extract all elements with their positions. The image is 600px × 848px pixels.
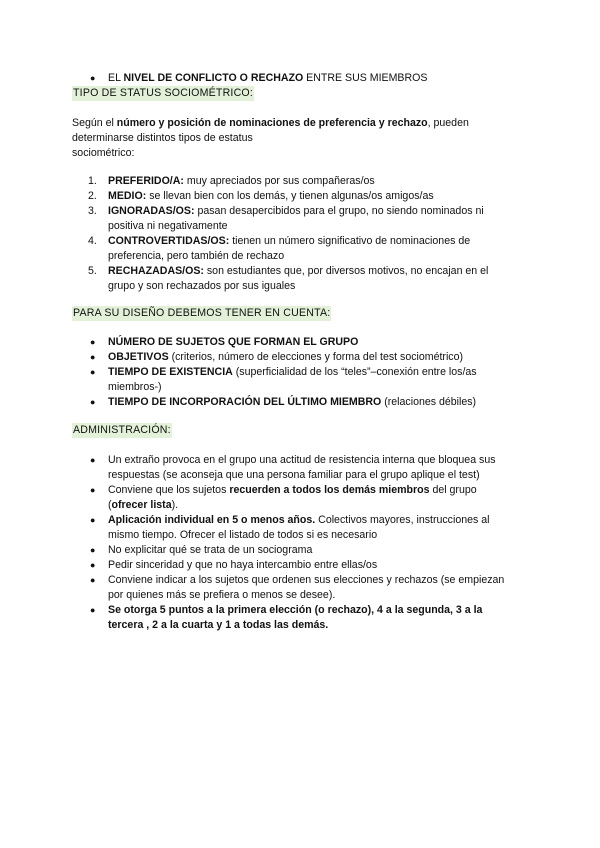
status-types-list [88,174,518,294]
design-heading: PARA SU DISEÑO DEBEMOS TENER EN CUENTA: [73,307,331,319]
list-item: ● NÚMERO DE SUJETOS QUE FORMAN EL GRUPO [90,336,359,348]
list-item: ● Conviene que los sujetos recuerden a todos los demás miembros del grupo (ofrecer lista). [90,484,477,511]
list-item: ● Pedir sinceridad y que no haya intercambio entre ellas/os [90,559,378,571]
list-item: ● Aplicación individual en 5 o menos años. Colectivos mayores, instrucciones al mismo tiempo. Ofrecer el listado de todos si es necesario [90,514,490,541]
admin-heading: ADMINISTRACIÓN: [73,424,171,436]
bullet-icon: ● [90,605,96,615]
admin-bullet-list [88,453,518,633]
list-item: ● TIEMPO DE INCORPORACIÓN DEL ÚLTIMO MIEMBRO (relaciones débiles) [90,396,477,408]
bullet-icon: ● [90,560,96,570]
list-item: ● TIEMPO DE EXISTENCIA (superficialidad de los “teles”–conexión entre los/as miembros-) [90,366,477,393]
bullet-icon: ● [90,515,96,525]
bullet-icon: ● [90,367,96,377]
bullet-icon: ● [90,575,96,585]
list-item: 2. MEDIO: se llevan bien con los demás, y tienen algunas/os amigos/as [88,190,434,202]
bullet-icon: ● [90,352,96,362]
bullet-icon: ● [90,337,96,347]
status-heading: TIPO DE STATUS SOCIOMÉTRICO: [73,87,254,99]
design-bullet-list [88,335,518,410]
list-item: 4. CONTROVERTIDAS/OS: tienen un número significativo de nominaciones de preferencia, pero también de rechazo [88,235,471,262]
list-item: 1. PREFERIDO/A: muy apreciados por sus compañeras/os [88,175,375,187]
bullet-icon: ● [90,73,96,83]
list-item: 5. RECHAZADAS/OS: son estudiantes que, por diversos motivos, no encajan en el grupo y son rechazados por sus iguales [88,265,489,292]
list-item: ● Se otorga 5 puntos a la primera elección (o rechazo), 4 a la segunda, 3 a la tercera , 2 a la cuarta y 1 a todas las demás. [90,604,483,631]
list-item: ● EL NIVEL DE CONFLICTO O RECHAZO ENTRE SUS MIEMBROS [90,72,428,84]
bullet-icon: ● [90,397,96,407]
list-item: 3. IGNORADAS/OS: pasan desapercibidos para el grupo, no siendo nominados ni positiva ni negativamente [88,205,484,232]
list-item: ● Conviene indicar a los sujetos que ordenen sus elecciones y rechazos (se empiezan por quienes más se prefiera o menos se desee). [90,574,505,601]
list-item: ● OBJETIVOS (criterios, número de elecciones y forma del test sociométrico) [90,351,464,363]
conflict-bullet-list [88,71,518,86]
list-item: ● Un extraño provoca en el grupo una actitud de resistencia interna que bloquea sus respuestas (se aconseja que una persona familiar para el grupo aplique el test) [90,454,496,481]
list-item: ● No explicitar qué se trata de un sociograma [90,544,313,556]
bullet-icon: ● [90,545,96,555]
bullet-icon: ● [90,485,96,495]
bullet-icon: ● [90,455,96,465]
status-intro: Según el número y posición de nominaciones de preferencia y rechazo, pueden determinarse distintos tipos de estatus sociométrico: [72,117,469,159]
